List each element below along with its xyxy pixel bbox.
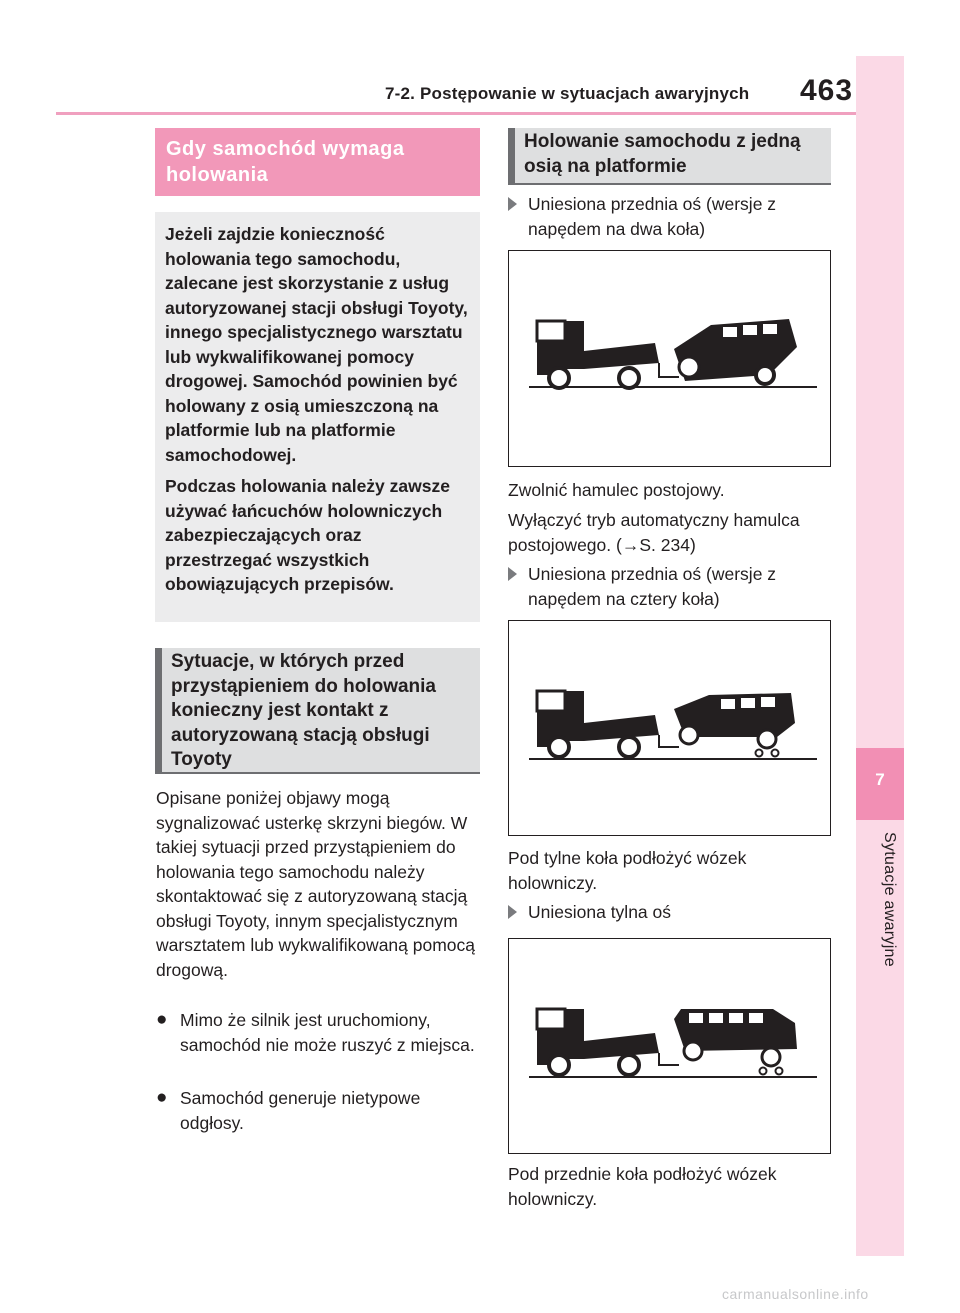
item1-label: Uniesiona przednia oś (wersje z napędem na dwa koła) (528, 194, 777, 239)
page-reference-arrow-icon: → (621, 534, 640, 555)
bullet-dot-icon: ● (156, 1009, 168, 1030)
intro-box (155, 212, 480, 622)
watermark: carmanualsonline.info (722, 1286, 869, 1302)
item2-note: Pod tylne koła podłożyć wózek holowniczy. (508, 848, 747, 893)
section-title: 7-2. Postępowanie w sytuacjach awaryjnych (385, 84, 750, 103)
bullet-text: Mimo że silnik jest uruchomiony, samochód nie może ruszyć z miejsca. (180, 1010, 475, 1055)
chapter-name: Sytuacje awaryjne (881, 832, 898, 967)
intro-paragraph-2: Podczas holowania należy zawsze używać łańcuchów holowniczych zabezpieczających oraz przestrzegać wszystkich obowiązujących przepisów. (165, 476, 450, 594)
towing-heading: Gdy samochód wymaga holowania (155, 128, 480, 196)
list-item (156, 1086, 478, 1136)
item3-note: Pod przednie koła podłożyć wózek holowniczy. (508, 1164, 777, 1209)
page-number: 463 (800, 74, 854, 107)
item1-note2-text: Wyłączyć tryb automatyczny hamulca postojowego. ( (508, 510, 800, 555)
situations-body: Opisane poniżej objawy mogą sygnalizować usterkę skrzyni biegów. W takiej sytuacji przed przystąpieniem do holowania tego samochodu należy skontaktować się z autoryzowaną stacją obsługi Toyoty, innym specjalistycznym warsztatem lub wykwalifikowaną pomocą drogową. (156, 788, 476, 980)
right-arrow-icon (508, 192, 528, 218)
tow-rear-figure (508, 938, 831, 1154)
tow-front-4wd-figure (508, 620, 831, 836)
list-item (156, 1008, 478, 1082)
right-arrow-icon (508, 900, 528, 926)
chapter-number: 7 (875, 770, 885, 789)
item1-note1: Zwolnić hamulec postojowy. (508, 480, 725, 500)
bullet-dot-icon: ● (156, 1087, 168, 1108)
situations-heading: Sytuacje, w których przed przystąpieniem do holowania konieczny jest kontakt z autoryzowaną stacją obsługi Toyoty (155, 648, 480, 774)
tow-front-2wd-figure (508, 250, 831, 467)
header-divider (56, 112, 856, 115)
bullet-text: Samochód generuje nietypowe odgłosy. (180, 1088, 421, 1133)
list-item (508, 562, 831, 612)
item1-note2-ref[interactable]: S. 234 (639, 534, 690, 555)
item1-note2: Wyłączyć tryb automatyczny hamulca postojowego. (→S. 234) (508, 510, 800, 555)
right-arrow-icon (508, 562, 528, 588)
list-item (508, 900, 831, 926)
list-item (508, 192, 831, 242)
intro-paragraph-1: Jeżeli zajdzie konieczność holowania tego samochodu, zalecane jest skorzystanie z usług autoryzowanej stacji obsługi Toyoty, innego specjalistycznego warsztatu lub wykwalifikowanej pomocy drogowej. Samochód powinien być holowany z osią umieszczoną na platformie lub na platformie samochodowej. (165, 224, 468, 465)
chapter-side-strip (856, 56, 904, 1256)
item2-label: Uniesiona przednia oś (wersje z napędem na cztery koła) (528, 564, 777, 609)
one-axle-towing-heading: Holowanie samochodu z jedną osią na platformie (508, 128, 831, 185)
item3-label: Uniesiona tylna oś (528, 902, 671, 922)
